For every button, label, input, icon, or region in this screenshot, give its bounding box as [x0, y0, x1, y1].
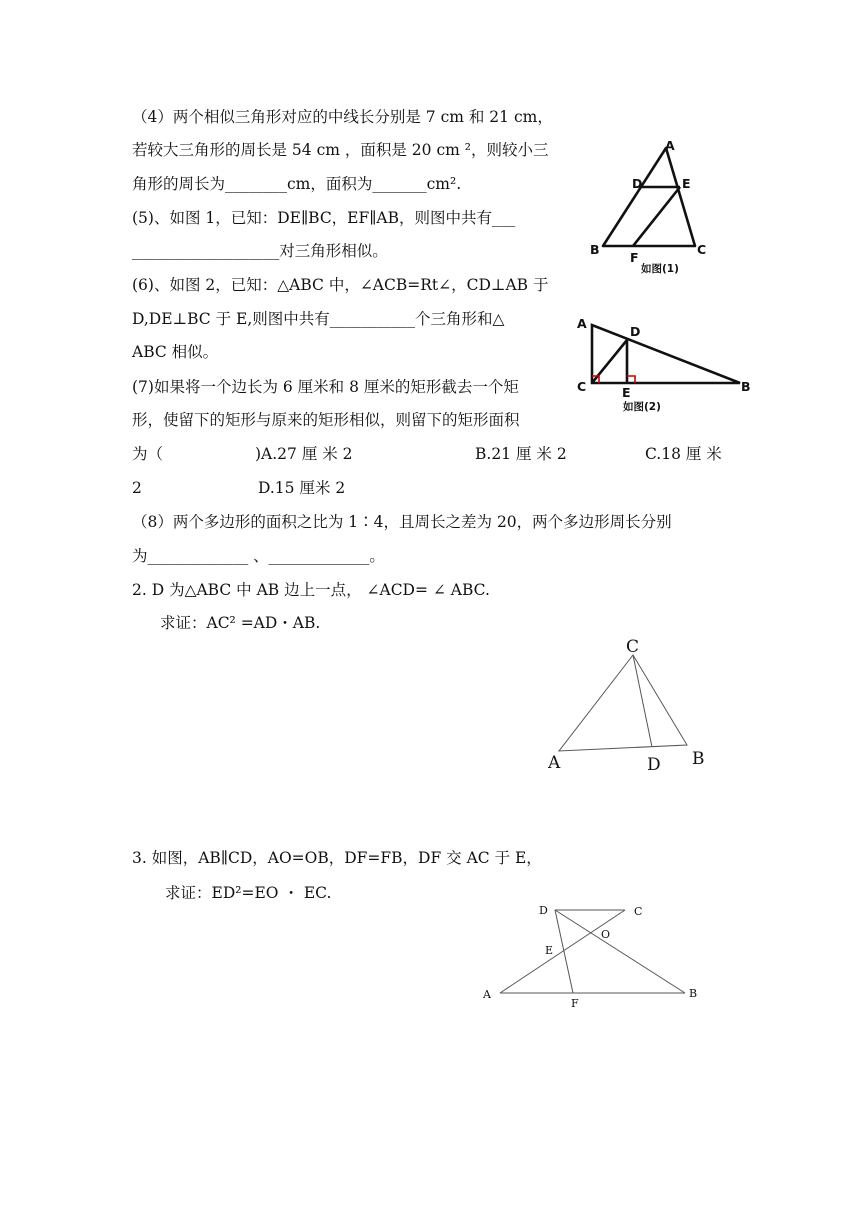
fig1-triangle-abc [603, 148, 695, 246]
figure-4 [475, 900, 705, 1015]
fig2-label-b: B [741, 379, 751, 394]
q8-line-1: （8）两个多边形的面积之比为 1∶4，且周长之差为 20，两个多边形周长分别 [132, 513, 672, 531]
fig1-label-f: F [630, 250, 639, 265]
figure-3 [540, 635, 720, 775]
problem-2-statement: 2. D 为△ABC 中 AB 边上一点， ∠ACD= ∠ ABC. [132, 581, 490, 599]
fig1-segment-ef [633, 187, 680, 246]
fig2-caption: 如图(2) [623, 401, 661, 413]
q7-option-b: B.21 厘 米 2 [475, 445, 567, 463]
fig4-label-e: E [545, 944, 554, 957]
fig1-label-d: D [632, 176, 643, 191]
figure-1 [585, 138, 715, 278]
q7-line-2: 形，使留下的矩形与原来的矩形相似，则留下的矩形面积 [132, 411, 520, 429]
fig4-segment-ca [500, 910, 625, 993]
fig3-label-a: A [548, 753, 561, 773]
fig4-label-b: B [689, 987, 698, 1000]
fig2-label-c: C [577, 379, 587, 394]
q6-line-2: D,DE⊥BC 于 E,则图中共有___________个三角形和△ [132, 310, 505, 328]
q4-line-2: 若较大三角形的周长是 54 cm ，面积是 20 cm ²，则较小三 [132, 141, 549, 159]
fig3-label-c: C [626, 637, 640, 657]
q4-line-3: 角形的周长为________cm，面积为_______cm². [132, 175, 462, 193]
q6-line-3: ABC 相似。 [132, 343, 219, 361]
problem-3-proof: 求证：ED²=EO ・ EC. [165, 884, 332, 902]
q6-line-1: (6)、如图 2，已知：△ABC 中，∠ACB=Rt∠，CD⊥AB 于 [132, 276, 549, 294]
q4-line-1: （4）两个相似三角形对应的中线长分别是 7 cm 和 21 cm， [132, 108, 553, 126]
q5-line-1: (5)、如图 1，已知：DE∥BC，EF∥AB，则图中共有___ [132, 209, 516, 227]
fig3-triangle-abc [559, 655, 687, 751]
fig1-caption: 如图(1) [641, 263, 679, 275]
fig4-label-a: A [483, 988, 491, 1001]
fig4-label-f: F [571, 997, 579, 1010]
q7-line-4-start: 2 [132, 479, 142, 497]
fig3-segment-cd [633, 655, 652, 747]
fig2-label-a: A [577, 316, 587, 331]
q7-line-3-start: 为（ [132, 445, 164, 463]
fig1-label-b: B [590, 242, 600, 257]
fig1-label-c: C [697, 242, 707, 257]
problem-2-proof: 求证：AC² =AD・AB. [160, 614, 321, 632]
fig4-label-d: D [539, 904, 548, 917]
fig4-label-c: C [634, 905, 643, 918]
q5-line-2: ___________________对三角形相似。 [132, 242, 388, 260]
fig4-segment-df [555, 910, 573, 993]
fig1-label-e: E [682, 176, 691, 191]
fig3-label-d: D [647, 755, 661, 775]
fig4-label-o: O [601, 928, 611, 941]
fig2-label-e: E [622, 385, 631, 400]
fig4-segment-db [555, 910, 685, 993]
fig2-label-d: D [630, 324, 641, 339]
q7-line-1: (7)如果将一个边长为 6 厘米和 8 厘米的矩形截去一个矩 [132, 378, 519, 396]
problem-3-statement: 3. 如图，AB∥CD，AO=OB，DF=FB，DF 交 AC 于 E， [132, 849, 542, 867]
q7-option-c: C.18 厘 米 [645, 445, 722, 463]
q7-option-a: )A.27 厘 米 2 [255, 445, 353, 463]
q7-option-d: D.15 厘米 2 [258, 479, 346, 497]
fig3-label-b: B [692, 749, 705, 769]
fig1-label-a: A [665, 138, 675, 153]
figure-2 [575, 315, 765, 415]
q8-line-2: 为_____________ 、_____________。 [132, 547, 385, 565]
